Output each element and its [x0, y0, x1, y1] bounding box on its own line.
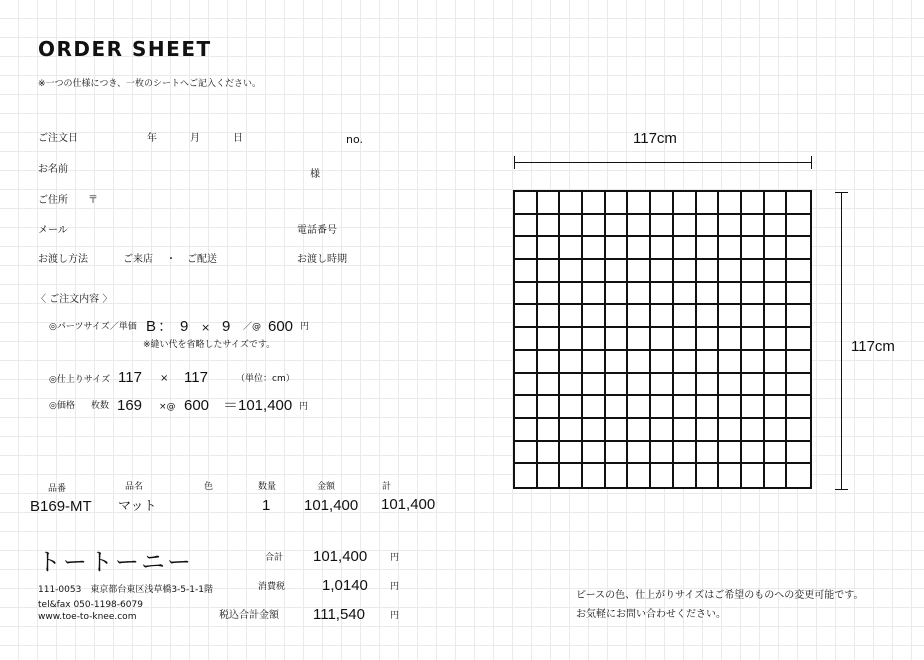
- grid-cell: [765, 305, 788, 328]
- grid-cell: [787, 396, 810, 419]
- grid-cell: [651, 283, 674, 306]
- grid-cell: [719, 419, 742, 442]
- parts-note: ※縫い代を省略したサイズです。: [143, 340, 276, 350]
- grid-cell: [628, 215, 651, 238]
- grid-cell: [628, 192, 651, 215]
- parts-b-value: B: [146, 318, 157, 335]
- grid-cell: [560, 464, 583, 487]
- grand-total-yen: 円: [390, 611, 400, 621]
- grid-cell: [606, 464, 629, 487]
- grid-cell: [765, 442, 788, 465]
- grid-cell: [765, 328, 788, 351]
- instruction-note: ※一つの仕様につき、一枚のシートへご記入ください。: [38, 79, 262, 89]
- grid-cell: [787, 260, 810, 283]
- grid-cell: [719, 215, 742, 238]
- grid-cell: [765, 283, 788, 306]
- grid-cell: [560, 374, 583, 397]
- grid-cell: [606, 192, 629, 215]
- grid-cell: [651, 260, 674, 283]
- grid-cell: [742, 328, 765, 351]
- grid-cell: [674, 260, 697, 283]
- grid-cell: [651, 442, 674, 465]
- grid-cell: [606, 374, 629, 397]
- grid-cell: [651, 464, 674, 487]
- grid-cell: [742, 237, 765, 260]
- grid-cell: [651, 351, 674, 374]
- parts-size-label: ◎パーツサイズ／単価: [49, 322, 137, 332]
- month-label: 月: [190, 133, 200, 144]
- grid-cell: [583, 237, 606, 260]
- grid-cell: [628, 419, 651, 442]
- grid-cell: [628, 237, 651, 260]
- grid-cell: [606, 283, 629, 306]
- width-dimension-tick-left: [514, 156, 515, 169]
- item-name: マット: [118, 498, 157, 513]
- grid-cell: [742, 396, 765, 419]
- item-qty: 1: [262, 497, 271, 514]
- order-section-label: 〈 ご注文内容 〉: [36, 294, 113, 305]
- grid-cell: [538, 215, 561, 238]
- grid-cell: [515, 464, 538, 487]
- grid-cell: [674, 464, 697, 487]
- grid-cell: [674, 374, 697, 397]
- grid-cell: [787, 442, 810, 465]
- grid-cell: [697, 283, 720, 306]
- grid-cell: [515, 419, 538, 442]
- finish-width-value: 117: [118, 369, 142, 386]
- grid-cell: [697, 464, 720, 487]
- grid-cell: [674, 192, 697, 215]
- grid-cell: [787, 192, 810, 215]
- order-date-label: ご注文日: [38, 133, 78, 144]
- grid-cell: [697, 192, 720, 215]
- finish-size-label: ◎仕上りサイズ: [49, 375, 111, 385]
- grid-cell: [674, 351, 697, 374]
- parts-colon: ：: [158, 318, 174, 335]
- grid-cell: [560, 237, 583, 260]
- grid-cell: [787, 305, 810, 328]
- parts-price-value: 600: [268, 318, 294, 335]
- grid-cell: [560, 283, 583, 306]
- grid-cell: [583, 260, 606, 283]
- grid-cell: [538, 283, 561, 306]
- delivery-time-label: お渡し時期: [297, 254, 347, 265]
- grand-total-value: 111,540: [313, 606, 365, 623]
- grid-cell: [742, 351, 765, 374]
- grid-cell: [651, 192, 674, 215]
- grid-cell: [787, 328, 810, 351]
- grid-cell: [583, 215, 606, 238]
- grand-total-label: 税込合計金額: [219, 610, 279, 621]
- grid-cell: [742, 419, 765, 442]
- grid-cell: [538, 464, 561, 487]
- grid-cell: [560, 442, 583, 465]
- subtotal-label: 合計: [265, 553, 284, 563]
- mat-grid-diagram: [513, 190, 812, 489]
- footer-note-line1: ピースの色、仕上がりサイズはご希望のものへの変更可能です。: [576, 590, 864, 601]
- grid-cell: [538, 442, 561, 465]
- grid-cell: [742, 464, 765, 487]
- grid-cell: [538, 260, 561, 283]
- grid-cell: [606, 442, 629, 465]
- delivery-separator: ・: [166, 254, 176, 265]
- grid-cell: [697, 215, 720, 238]
- grid-cell: [560, 215, 583, 238]
- grid-cell: [583, 192, 606, 215]
- grid-cell: [765, 351, 788, 374]
- footer-note-line2: お気軽にお問い合わせください。: [576, 609, 726, 620]
- grid-cell: [651, 374, 674, 397]
- grid-cell: [697, 351, 720, 374]
- grid-cell: [606, 396, 629, 419]
- grid-cell: [742, 260, 765, 283]
- grid-cell: [628, 396, 651, 419]
- grid-cell: [742, 215, 765, 238]
- grid-cell: [515, 305, 538, 328]
- width-dimension-tick-right: [811, 156, 812, 169]
- item-sum: 101,400: [381, 496, 436, 513]
- postal-mark: 〒: [88, 195, 98, 206]
- grid-cell: [787, 374, 810, 397]
- grid-cell: [560, 419, 583, 442]
- grid-cell: [787, 351, 810, 374]
- grid-cell: [606, 260, 629, 283]
- grid-cell: [719, 237, 742, 260]
- grid-cell: [515, 396, 538, 419]
- grid-cell: [651, 419, 674, 442]
- finish-unit-label: （単位：cm）: [236, 374, 295, 384]
- grid-cell: [787, 464, 810, 487]
- grid-cell: [719, 464, 742, 487]
- grid-cell: [742, 374, 765, 397]
- delivery-visit-option: ご来店: [123, 254, 153, 265]
- grid-cell: [538, 419, 561, 442]
- finish-times: ×: [160, 373, 169, 384]
- grid-cell: [583, 305, 606, 328]
- address-label: ご住所: [38, 195, 68, 206]
- col-header-qty: 数量: [258, 482, 277, 492]
- delivery-ship-option: ご配送: [187, 254, 217, 265]
- grid-cell: [697, 419, 720, 442]
- total-price-value: ＝101,400: [223, 397, 293, 414]
- piece-count-value: 169: [117, 397, 143, 414]
- company-address: 111-0053 東京都台東区浅草橋3-5-1-1階: [38, 585, 213, 595]
- grid-cell: [538, 192, 561, 215]
- grid-cell: [538, 351, 561, 374]
- item-code: B169-MT: [30, 498, 92, 515]
- grid-cell: [651, 305, 674, 328]
- grid-cell: [583, 419, 606, 442]
- order-number-label: no.: [346, 133, 364, 146]
- grid-cell: [560, 305, 583, 328]
- grid-cell: [560, 396, 583, 419]
- grid-cell: [515, 260, 538, 283]
- grid-cell: [515, 237, 538, 260]
- grid-cell: [674, 305, 697, 328]
- grid-cell: [765, 464, 788, 487]
- grid-cell: [651, 215, 674, 238]
- tax-label: 消費税: [258, 582, 286, 592]
- grid-cell: [515, 192, 538, 215]
- grid-cell: [674, 215, 697, 238]
- grid-cell: [719, 351, 742, 374]
- grid-cell: [787, 419, 810, 442]
- height-dimension-line: [841, 192, 842, 490]
- year-label: 年: [147, 133, 157, 144]
- grid-cell: [787, 283, 810, 306]
- grid-cell: [787, 237, 810, 260]
- grid-cell: [606, 215, 629, 238]
- grid-cell: [606, 328, 629, 351]
- subtotal-yen: 円: [390, 553, 400, 563]
- grid-cell: [515, 442, 538, 465]
- phone-label: 電話番号: [297, 225, 337, 236]
- grid-cell: [583, 464, 606, 487]
- grid-cell: [765, 215, 788, 238]
- price-times-at: ×@: [159, 402, 176, 412]
- grid-cell: [765, 260, 788, 283]
- grid-cell: [719, 260, 742, 283]
- grid-cell: [765, 192, 788, 215]
- grid-cell: [628, 328, 651, 351]
- parts-at-label: ／@: [243, 322, 262, 332]
- delivery-method-label: お渡し方法: [38, 254, 88, 265]
- grid-cell: [538, 305, 561, 328]
- grid-cell: [697, 260, 720, 283]
- grid-cell: [719, 442, 742, 465]
- parts-width-value: 9: [180, 318, 189, 335]
- col-header-code: 品番: [48, 484, 67, 494]
- email-label: メール: [38, 225, 68, 236]
- width-dimension-line: [514, 162, 812, 163]
- height-dimension-tick-bottom: [835, 489, 848, 490]
- grid-cell: [787, 215, 810, 238]
- grid-cell: [674, 396, 697, 419]
- grid-cell: [742, 305, 765, 328]
- grid-cell: [651, 396, 674, 419]
- parts-yen: 円: [300, 322, 310, 332]
- grid-cell: [765, 237, 788, 260]
- grid-cell: [606, 305, 629, 328]
- grid-cell: [719, 374, 742, 397]
- grid-cell: [606, 351, 629, 374]
- grid-cell: [515, 328, 538, 351]
- grid-cell: [674, 328, 697, 351]
- item-amount: 101,400: [304, 497, 359, 514]
- grid-cell: [560, 351, 583, 374]
- grid-cell: [719, 305, 742, 328]
- grid-cell: [719, 192, 742, 215]
- grid-cell: [628, 260, 651, 283]
- company-logo: トートーニー: [37, 548, 193, 576]
- grid-cell: [538, 237, 561, 260]
- grid-cell: [538, 396, 561, 419]
- grid-cell: [583, 442, 606, 465]
- grid-cell: [583, 328, 606, 351]
- col-header-amount: 金額: [317, 482, 336, 492]
- grid-cell: [697, 396, 720, 419]
- piece-count-label: 枚数: [91, 401, 110, 411]
- grid-cell: [697, 237, 720, 260]
- grid-cell: [538, 374, 561, 397]
- unit-price-value: 600: [184, 397, 210, 414]
- grid-cell: [765, 419, 788, 442]
- grid-cell: [742, 192, 765, 215]
- grid-cell: [674, 237, 697, 260]
- tax-yen: 円: [390, 582, 400, 592]
- grid-cell: [628, 305, 651, 328]
- parts-height-value: 9: [222, 318, 231, 335]
- col-header-sum: 計: [382, 482, 392, 492]
- finish-height-value: 117: [184, 369, 208, 386]
- grid-cell: [583, 396, 606, 419]
- honorific-label: 様: [310, 169, 320, 180]
- grid-cell: [515, 215, 538, 238]
- grid-cell: [560, 328, 583, 351]
- parts-times: ×: [201, 321, 211, 334]
- grid-cell: [628, 374, 651, 397]
- tax-value: 1,0140: [322, 577, 368, 594]
- grid-cell: [697, 305, 720, 328]
- grid-cell: [719, 283, 742, 306]
- col-header-color: 色: [204, 482, 214, 492]
- grid-cell: [583, 283, 606, 306]
- grid-cell: [674, 419, 697, 442]
- day-label: 日: [233, 133, 243, 144]
- col-header-name: 品名: [125, 482, 144, 492]
- grid-cell: [560, 192, 583, 215]
- subtotal-value: 101,400: [313, 548, 368, 565]
- company-tel: tel&fax 050-1198-6079: [38, 600, 143, 610]
- grid-cell: [674, 283, 697, 306]
- grid-cell: [515, 351, 538, 374]
- grid-cell: [697, 374, 720, 397]
- grid-cell: [651, 237, 674, 260]
- grid-cell: [538, 328, 561, 351]
- grid-cell: [674, 442, 697, 465]
- grid-cell: [651, 328, 674, 351]
- grid-cell: [515, 283, 538, 306]
- height-dimension-tick-top: [835, 192, 848, 193]
- grid-cell: [742, 283, 765, 306]
- grid-cell: [765, 396, 788, 419]
- grid-cell: [719, 396, 742, 419]
- grid-cell: [628, 283, 651, 306]
- grid-cell: [719, 328, 742, 351]
- grid-cell: [697, 442, 720, 465]
- grid-cell: [697, 328, 720, 351]
- grid-cell: [560, 260, 583, 283]
- grid-cell: [742, 442, 765, 465]
- price-label: ◎価格: [49, 401, 75, 411]
- grid-cell: [583, 351, 606, 374]
- name-label: お名前: [38, 164, 68, 175]
- grid-cell: [583, 374, 606, 397]
- grid-cell: [628, 442, 651, 465]
- grid-cell: [515, 374, 538, 397]
- height-dimension-label: 117cm: [851, 338, 895, 355]
- company-web: www.toe-to-knee.com: [38, 612, 137, 622]
- total-price-yen: 円: [299, 402, 309, 412]
- grid-cell: [628, 464, 651, 487]
- grid-cell: [606, 419, 629, 442]
- page-title: ORDER SHEET: [38, 37, 212, 61]
- grid-cell: [765, 374, 788, 397]
- grid-cell: [606, 237, 629, 260]
- width-dimension-label: 117cm: [633, 130, 677, 147]
- grid-cell: [628, 351, 651, 374]
